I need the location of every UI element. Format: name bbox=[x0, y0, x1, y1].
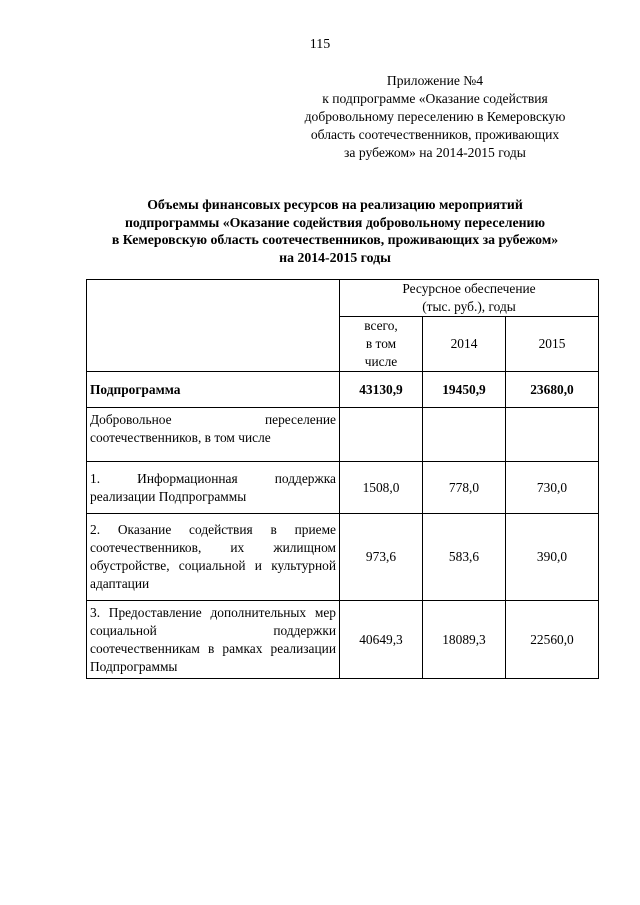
appendix-line: к подпрограмме «Оказание содействия bbox=[322, 91, 548, 106]
row-name: Добровольное переселение соотечественников, в том числе bbox=[87, 408, 340, 462]
header-group-line: Ресурсное обеспечение bbox=[402, 281, 536, 296]
header-total-line: в том bbox=[365, 336, 397, 351]
row-2014: 583,6 bbox=[423, 514, 506, 601]
page-number: 115 bbox=[309, 37, 331, 52]
row-2014: 19450,9 bbox=[423, 372, 506, 408]
row-total: 1508,0 bbox=[340, 462, 423, 514]
appendix-line: область соотечественников, проживающих bbox=[310, 127, 560, 142]
row-name: Подпрограмма bbox=[87, 372, 340, 408]
header-resource-group bbox=[340, 280, 599, 317]
table-row bbox=[87, 462, 599, 514]
row-total: 973,6 bbox=[340, 514, 423, 601]
table-row bbox=[87, 408, 599, 462]
table-header-row bbox=[87, 280, 599, 317]
row-total: 40649,3 bbox=[340, 601, 423, 679]
row-name: 3. Предоставление дополнительных мер социальной поддержки соотечественникам в рамках реализации Подпрограммы bbox=[87, 601, 340, 679]
title-line: подпрограммы «Оказание содействия добровольному переселению bbox=[124, 214, 546, 230]
header-year-2014: 2014 bbox=[423, 317, 506, 372]
row-total bbox=[340, 408, 423, 462]
row-2015: 730,0 bbox=[506, 462, 599, 514]
row-2014: 778,0 bbox=[423, 462, 506, 514]
header-total-line: числе bbox=[364, 354, 398, 369]
row-name: 1. Информационная поддержка реализации Подпрограммы bbox=[87, 462, 340, 514]
table-row bbox=[87, 601, 599, 679]
table-row bbox=[87, 514, 599, 601]
document-title bbox=[60, 196, 610, 266]
appendix-line: Приложение №4 bbox=[386, 73, 484, 88]
appendix-line: за рубежом» на 2014-2015 годы bbox=[344, 145, 526, 160]
appendix-caption bbox=[270, 72, 600, 162]
row-2014 bbox=[423, 408, 506, 462]
header-year-2015: 2015 bbox=[506, 317, 599, 372]
header-group-line: (тыс. руб.), годы bbox=[422, 299, 516, 314]
title-line: в Кемеровскую область соотечественников, проживающих за рубежом» bbox=[111, 232, 559, 247]
row-name: 2. Оказание содействия в приеме соотечественников, их жилищном обустройстве, социальной и культурной адаптации bbox=[87, 514, 340, 601]
financial-resources-table bbox=[86, 279, 599, 679]
header-name-cell bbox=[87, 280, 340, 372]
row-total: 43130,9 bbox=[340, 372, 423, 408]
title-line: Объемы финансовых ресурсов на реализацию мероприятий bbox=[147, 197, 523, 212]
header-total-line: всего, bbox=[364, 318, 398, 333]
row-2015: 23680,0 bbox=[506, 372, 599, 408]
row-2015: 22560,0 bbox=[506, 601, 599, 679]
title-line: на 2014-2015 годы bbox=[279, 249, 391, 265]
row-2015: 390,0 bbox=[506, 514, 599, 601]
row-2014: 18089,3 bbox=[423, 601, 506, 679]
table-row bbox=[87, 372, 599, 408]
row-2015 bbox=[506, 408, 599, 462]
header-total bbox=[340, 317, 423, 372]
appendix-line: добровольному переселению в Кемеровскую bbox=[304, 109, 566, 124]
